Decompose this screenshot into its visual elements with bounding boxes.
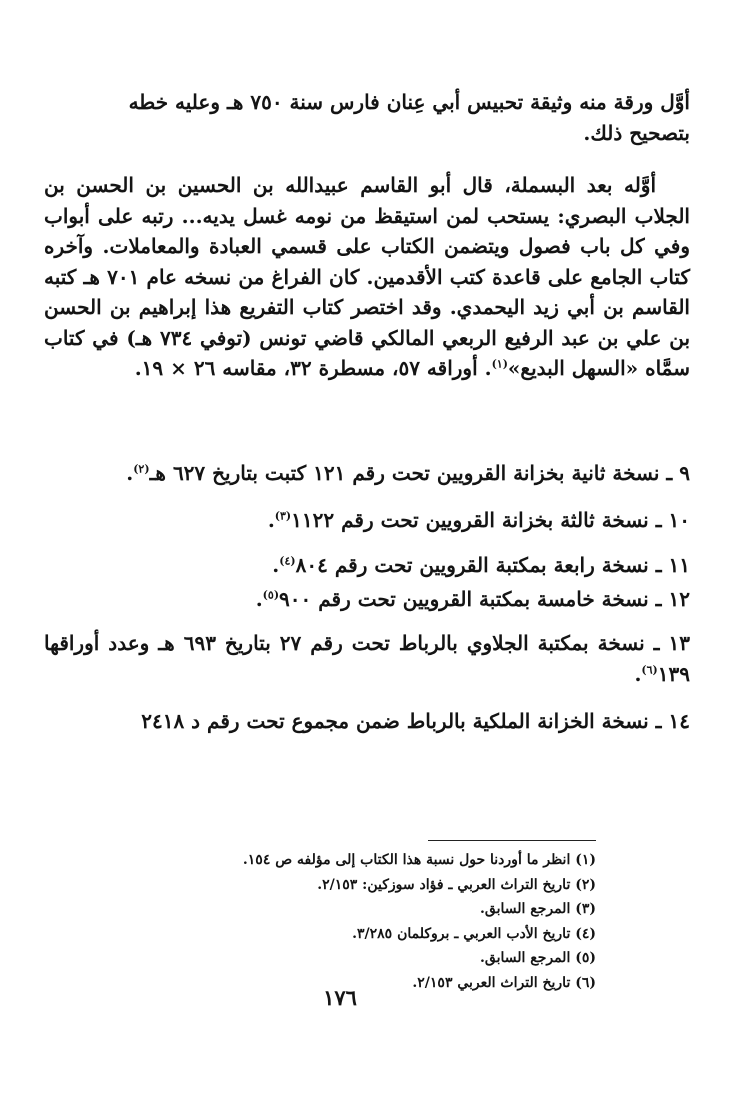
footnote-ref-1: (١) — [491, 357, 508, 371]
item-text: ١٢ ـ نسخة خامسة بمكتبة القرويين تحت رقم ٩٠٠ — [279, 587, 690, 611]
item-tail: . — [126, 461, 134, 485]
item-text: ١٠ ـ نسخة ثالثة بخزانة القرويين تحت رقم ١١٢٢ — [291, 508, 690, 532]
item-14 — [44, 706, 690, 737]
item-text: ٩ ـ نسخة ثانية بخزانة القرويين تحت رقم ١٢١ كتبت بتاريخ ٦٢٧ هـ — [149, 461, 690, 485]
footnote-4: (٤) تاريخ الأدب العربي ـ بروكلمان ٣/٢٨٥. — [352, 925, 596, 942]
item-9 — [44, 458, 690, 489]
main-paragraph-tail: . أوراقه ٥٧، مسطرة ٣٢، مقاسه ٢٦ × ١٩. — [134, 356, 492, 380]
footnote-separator — [428, 840, 596, 841]
intro-line-2: بتصحيح ذلك. — [583, 120, 690, 145]
footnote-ref-2: (٢) — [133, 462, 150, 476]
item-tail: . — [634, 661, 642, 686]
main-paragraph — [44, 170, 690, 384]
item-text: ١١ ـ نسخة رابعة بمكتبة القرويين تحت رقم ٨٠٤ — [295, 553, 690, 577]
footnote-ref-5: (٥) — [262, 588, 280, 602]
item-tail: . — [267, 508, 275, 532]
main-paragraph-text: أوَّله بعد البسملة، قال أبو القاسم عبيدالله بن الحسين بن الحسن بن الجلاب البصري: يستحب لمن استيقظ من نومه غسل يديه... رتبه على أبواب وفي كل باب فصول ويتضمن الكتاب على قسمي العبادة والمعاملات. وآخره كتاب الجامع على قاعدة كتب الأقدمين. كان الفراغ من نسخه عام ٧٠١ هـ كتبه القاسم بن أبي زيد اليحمدي. وقد اختصر كتاب التفريع هذا إبراهيم بن الحسن بن علي بن عبد الرفيع الربعي المالكي قاضي تونس (توفي ٧٣٤ هـ) في كتاب سمَّاه «السهل البديع» — [44, 173, 691, 380]
footnotes — [200, 848, 596, 995]
item-13 — [44, 628, 690, 689]
item-12 — [44, 584, 690, 615]
page-number: ١٧٦ — [323, 985, 357, 1010]
intro-block — [44, 87, 690, 148]
footnote-ref-3: (٣) — [274, 509, 292, 523]
footnote-2: (٢) تاريخ التراث العربي ـ فؤاد سوزكين: ٢/١٥٣. — [317, 876, 596, 893]
item-text: ١٣ ـ نسخة بمكتبة الجلاوي بالرباط تحت رقم ٢٧ بتاريخ ٦٩٣ هـ وعدد أوراقها ١٣٩ — [44, 631, 690, 686]
item-tail: . — [272, 553, 280, 577]
item-10 — [44, 505, 690, 536]
item-11 — [44, 550, 690, 581]
intro-line-1: أوَّل ورقة منه وثيقة تحبيس أبي عِنان فارس سنة ٧٥٠ هـ وعليه خطه — [128, 90, 690, 114]
footnote-6: (٦) تاريخ التراث العربي ٢/١٥٣. — [412, 974, 596, 991]
footnote-3: (٣) المرجع السابق. — [480, 901, 596, 917]
footnote-1: (١) انظر ما أوردنا حول نسبة هذا الكتاب إلى مؤلفه ص ١٥٤. — [242, 852, 596, 868]
main-paragraph-block — [44, 170, 690, 384]
item-tail: . — [255, 587, 263, 611]
footnote-5: (٥) المرجع السابق. — [480, 950, 596, 966]
footnote-ref-6: (٦) — [641, 662, 658, 676]
footnote-ref-4: (٤) — [279, 554, 296, 568]
item-text: ١٤ ـ نسخة الخزانة الملكية بالرباط ضمن مجموع تحت رقم د ٢٤١٨ — [141, 709, 690, 733]
